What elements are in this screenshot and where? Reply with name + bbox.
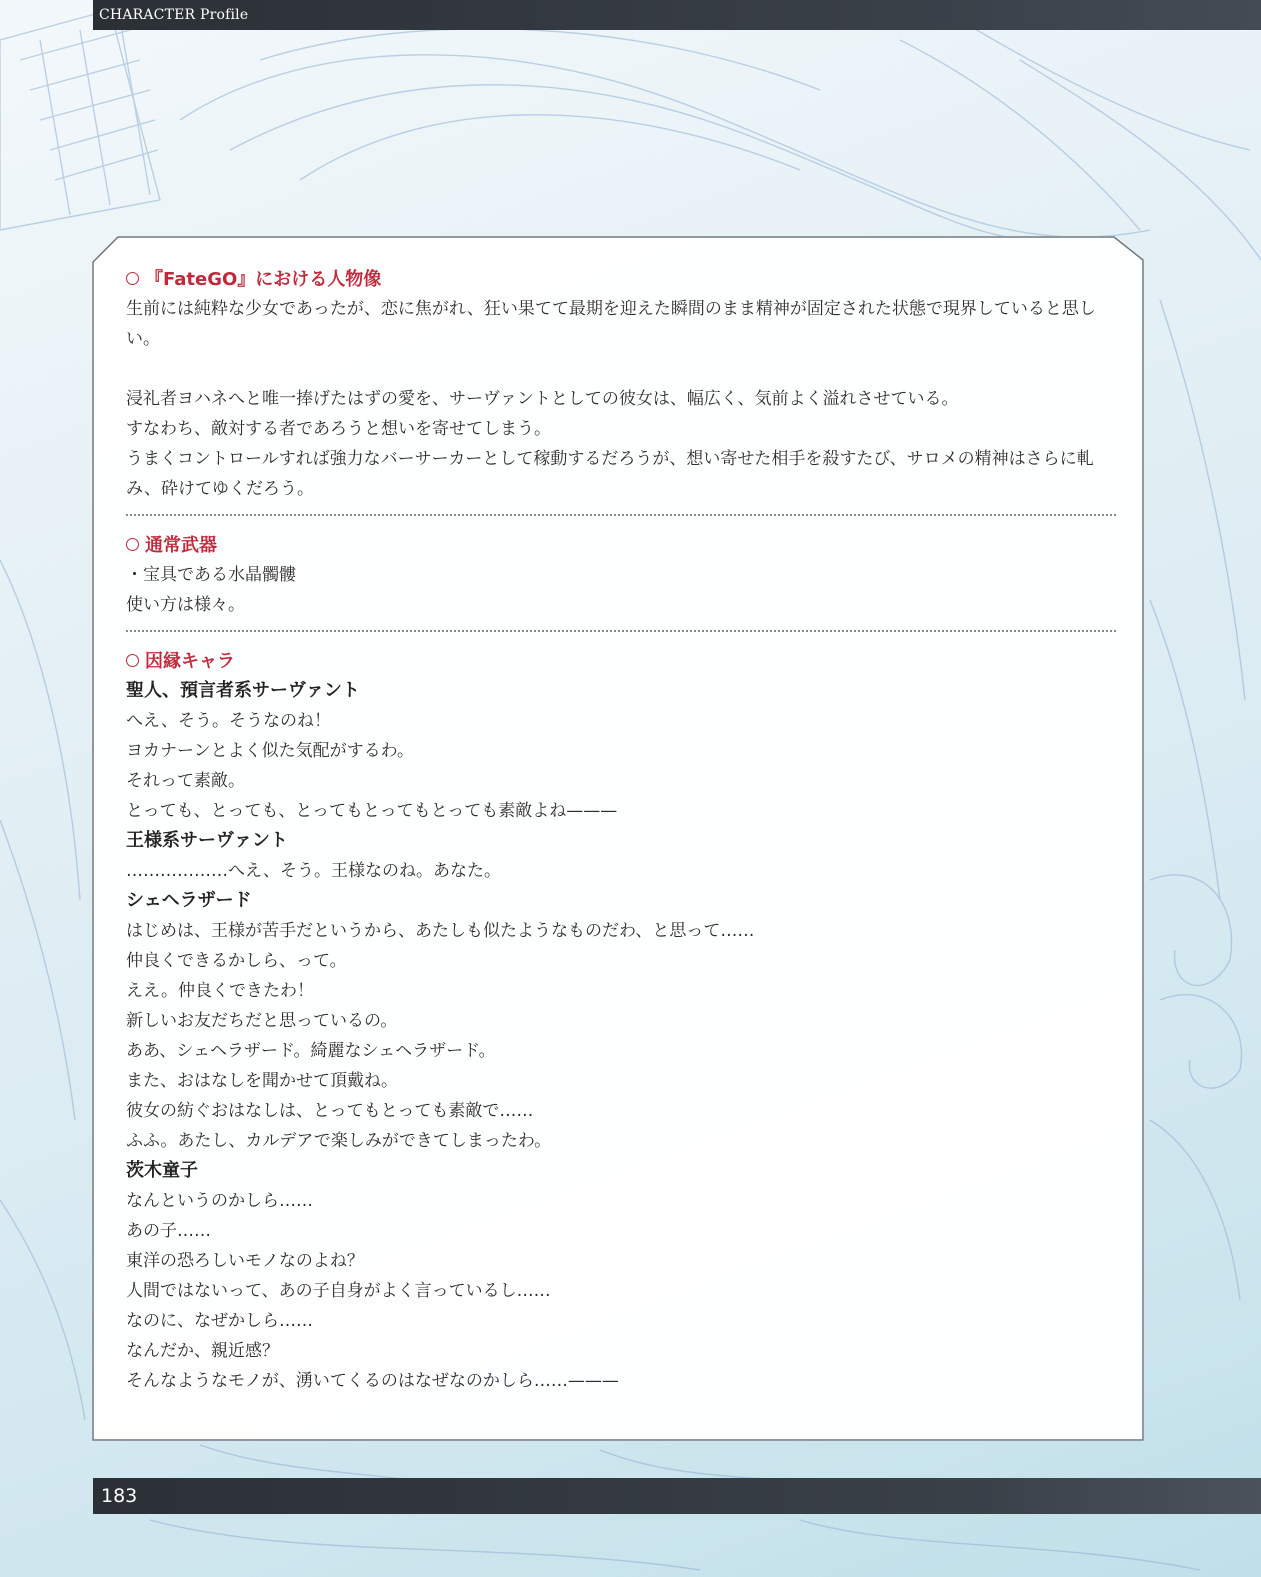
relation-line: なんだか、親近感？ <box>126 1341 279 1361</box>
relation-line: 彼女の紡ぐおはなしは、とってもとっても素敵で…… <box>126 1101 534 1121</box>
relation-line: あの子…… <box>126 1221 211 1241</box>
section-weapon-title: 通常武器 <box>145 535 217 556</box>
relation-line: そんなようなモノが、湧いてくるのはなぜなのかしら……——— <box>126 1371 619 1391</box>
relation-line: 新しいお友だちだと思っているの。 <box>126 1011 398 1031</box>
persona-paragraph: 浸礼者ヨハネへと唯一捧げたはずの愛を、サーヴァントとしての彼女は、幅広く、気前よく溢れさせている。 <box>126 389 959 409</box>
relation-line: ヨカナーンとよく似た気配がするわ。 <box>126 741 414 761</box>
circle-icon <box>126 538 139 551</box>
relation-line: とっても、とっても、とってもとってもとっても素敵よね——— <box>126 801 618 821</box>
relation-line: なんというのかしら…… <box>126 1191 313 1211</box>
section-persona-title: 『FateGO』における人物像 <box>145 269 382 290</box>
relation-line: ………………へえ、そう。王様なのね。あなた。 <box>126 861 502 881</box>
relation-line: へえ、そう。そうなのね！ <box>126 711 332 731</box>
header-label: CHARACTER Profile <box>99 7 249 23</box>
section-relations-title: 因縁キャラ <box>145 651 235 672</box>
dotted-divider <box>126 630 1116 632</box>
relation-line: ええ。仲良くできたわ！ <box>126 981 315 1001</box>
weapon-line: ・宝具である水晶髑髏 <box>126 565 296 585</box>
header-bar <box>93 0 1261 30</box>
persona-paragraph: うまくコントロールすれば強力なバーサーカーとして稼動するだろうが、想い寄せた相手を殺すたび、サロメの精神はさらに軋み、砕けてゆくだろう。 <box>126 449 1094 499</box>
relation-line: 人間ではないって、あの子自身がよく言っているし…… <box>126 1281 551 1301</box>
footer-bar <box>93 1478 1261 1514</box>
page-number: 183 <box>101 1485 138 1507</box>
relation-line: ふふ。あたし、カルデアで楽しみができてしまったわ。 <box>126 1131 552 1151</box>
relation-line: それって素敵。 <box>126 771 245 791</box>
circle-icon <box>126 272 139 285</box>
circle-icon <box>126 654 139 667</box>
dotted-divider <box>126 514 1116 516</box>
relation-line: 東洋の恐ろしいモノなのよね？ <box>126 1251 364 1271</box>
relation-line: はじめは、王様が苦手だというから、あたしも似たようなものだわ、と思って…… <box>126 921 755 941</box>
relation-name: 聖人、預言者系サーヴァント <box>126 680 360 701</box>
relation-line: ああ、シェヘラザード。綺麗なシェヘラザード。 <box>126 1041 496 1061</box>
profile-content <box>126 262 1116 1396</box>
persona-paragraph: すなわち、敵対する者であろうと想いを寄せてしまう。 <box>126 419 551 439</box>
weapon-line: 使い方は様々。 <box>126 595 245 615</box>
relation-line: 仲良くできるかしら、って。 <box>126 951 347 971</box>
relation-name: 茨木童子 <box>126 1160 198 1181</box>
section-relations-heading <box>126 644 1116 676</box>
section-weapon-heading <box>126 528 1116 560</box>
relation-name: シェヘラザード <box>126 890 252 911</box>
relation-line: また、おはなしを聞かせて頂戴ね。 <box>126 1071 398 1091</box>
section-persona-heading <box>126 262 1116 294</box>
relation-name: 王様系サーヴァント <box>126 830 288 851</box>
persona-paragraph: 生前には純粋な少女であったが、恋に焦がれ、狂い果てて最期を迎えた瞬間のまま精神が固定された状態で現界していると思しい。 <box>126 299 1096 349</box>
relation-line: なのに、なぜかしら…… <box>126 1311 313 1331</box>
